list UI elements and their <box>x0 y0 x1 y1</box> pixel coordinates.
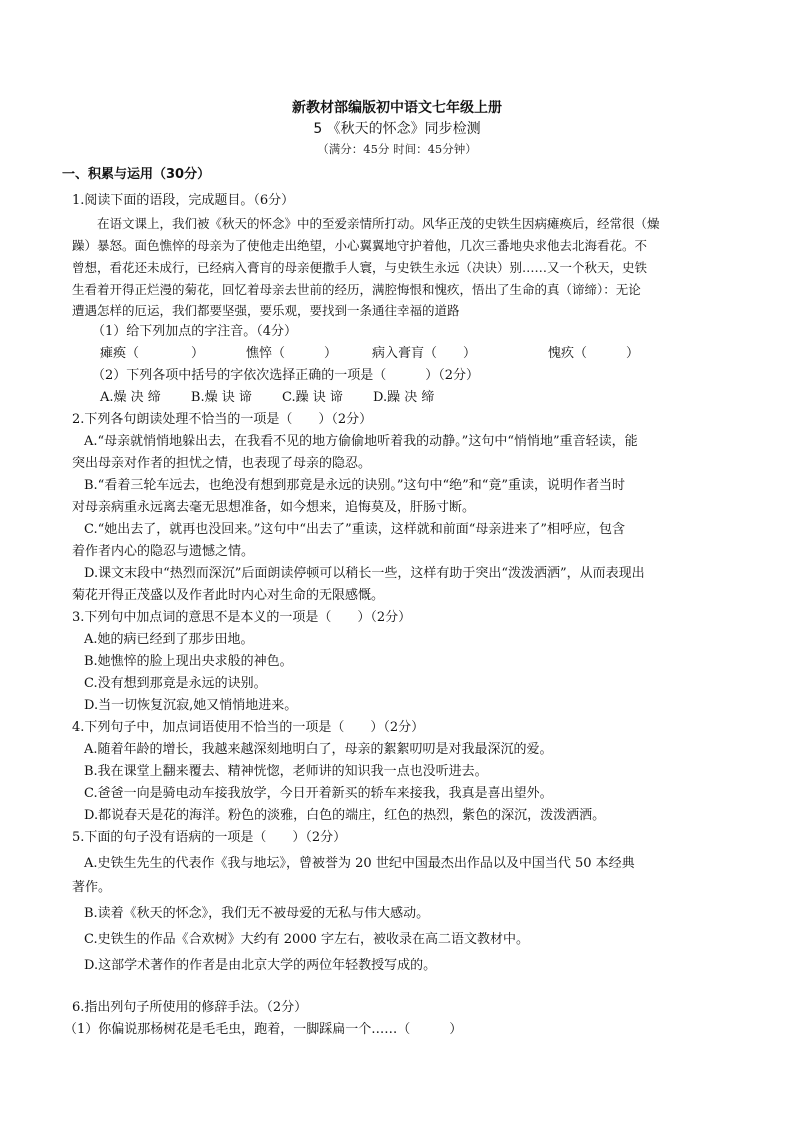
lesson-title: 5 《秋天的怀念》同步检测 <box>313 121 481 137</box>
option-line: B.“看着三轮车远去，也绝没有想到那竟是永远的诀别。”这句中“绝”和“竟”重读，说明作者当时 <box>84 478 626 493</box>
question-2-stem: 2.下列各句朗读处理不恰当的一项是（ ）（2分） <box>72 412 373 427</box>
option-line: A.史铁生先生的代表作《我与地坛》，曾被誉为 20 世纪中国最杰出作品以及中国当代 50 本经典 <box>84 856 635 871</box>
option-line: C.史铁生的作品《合欢树》大约有 2000 字左右，被收录在高二语文教材中。 <box>84 932 529 947</box>
option-line: A.她的病已经到了那步田地。 <box>84 632 254 647</box>
word-pinyin-item: 愧疚（ ） <box>548 346 640 361</box>
question-1-part-1: （1）给下列加点的字注音。（4分） <box>92 324 298 339</box>
option-line: A.“母亲就悄悄地躲出去，在我看不见的地方偷偷地听着我的动静。”这句中“悄悄地”重音轻读，能 <box>84 434 638 449</box>
passage-line: 在语文课上，我们被《秋天的怀念》中的至爱亲情所打动。风华正茂的史铁生因病瘫痪后，经常很（燥 <box>72 216 660 231</box>
word-pinyin-item: 瘫痪（ ） <box>100 346 205 361</box>
option-line: D.这部学术著作的作者是由北京大学的两位年轻教授写成的。 <box>84 958 437 973</box>
option-line: 突出母亲对作者的担忧之情，也表现了母亲的隐忍。 <box>72 456 372 471</box>
score-time-info: （满分：45分 时间：45分钟） <box>317 142 477 156</box>
option-line: B.读着《秋天的怀念》，我们无不被母爱的无私与伟大感动。 <box>84 906 430 921</box>
option-line: C.“她出去了，就再也没回来。”这句中“出去了”重读，这样就和前面“母亲进来了”相呼应，包含 <box>84 522 625 537</box>
word-pinyin-item: 病入膏肓（ ） <box>372 346 477 361</box>
question-4-stem: 4.下列句子中，加点词语使用不恰当的一项是（ ）（2分） <box>72 720 425 735</box>
option-line: A.随着年龄的增长，我越来越深刻地明白了，母亲的絮絮叨叨是对我最深沉的爱。 <box>84 742 553 757</box>
question-1-part-2: （2）下列各项中括号的字依次选择正确的一项是（ ）（2分） <box>92 368 480 383</box>
word-pinyin-item: 憔悴（ ） <box>246 346 338 361</box>
option-line: D.课文末段中“热烈而深沉”后面朗读停顿可以稍长一些，这样有助于突出“泼泼洒洒”，从而表现出 <box>84 566 645 581</box>
option-line: 菊花开得正茂盛以及作者此时内心对生命的无限感慨。 <box>72 588 385 603</box>
question-1-part-2-options: A.燥 决 缔 B.燥 诀 谛 C.躁 诀 谛 D.躁 决 缔 <box>100 390 435 405</box>
passage-line: 曾想，看花还未成行，已经病入膏肓的母亲便撒手人寰，与史铁生永远（决诀）别……又一个秋天，史铁 <box>72 260 648 275</box>
option-line: C.没有想到那竟是永远的诀别。 <box>84 676 267 691</box>
question-5-stem: 5.下面的句子没有语病的一项是（ ）（2分） <box>72 830 347 845</box>
passage-line: 遭遇怎样的厄运，我们都要坚强，要乐观，要找到一条通往幸福的道路 <box>72 303 460 318</box>
option-line: B.我在课堂上翻来覆去、精神恍惚，老师讲的知识我一点也没听进去。 <box>84 764 488 779</box>
passage-line: 生看着开得正烂漫的菊花，回忆着母亲去世前的经历，满腔悔恨和愧疚，悟出了生命的真（谛缔）：无论 <box>72 282 641 297</box>
option-line: B.她憔悴的脸上现出央求般的神色。 <box>84 654 293 669</box>
option-line: C.爸爸一向是骑电动车接我放学，今日开着新买的轿车来接我，我真是喜出望外。 <box>84 786 553 801</box>
section-heading: 一、积累与运用（30分） <box>62 167 211 182</box>
question-6-item-1: （1）你偏说那杨树花是毛毛虫，跑着，一脚踩扁一个……（ ） <box>64 1022 463 1037</box>
option-line: 对母亲病重永远离去毫无思想准备，如今想来，追悔莫及，肝肠寸断。 <box>72 500 476 515</box>
question-1-stem: 1.阅读下面的语段，完成题目。（6分） <box>72 193 295 208</box>
question-3-stem: 3.下列句中加点词的意思不是本义的一项是（ ）（2分） <box>72 610 412 625</box>
document-title: 新教材部编版初中语文七年级上册 <box>292 100 502 116</box>
passage-line: 躁）暴怒。面色憔悴的母亲为了使他走出绝望，小心翼翼地守护着他，几次三番地央求他去北海看花。不 <box>72 238 648 253</box>
option-line: 着作者内心的隐忍与遗憾之情。 <box>72 544 255 559</box>
question-6-stem: 6.指出列句子所使用的修辞手法。（2分） <box>72 1000 308 1015</box>
option-line: 著作。 <box>72 880 112 895</box>
option-line: D.都说春天是花的海洋。粉色的淡雅，白色的端庄，红色的热烈，紫色的深沉，泼泼洒洒。 <box>84 808 606 823</box>
option-line: D.当一切恢复沉寂,她又悄悄地进来。 <box>84 698 298 713</box>
